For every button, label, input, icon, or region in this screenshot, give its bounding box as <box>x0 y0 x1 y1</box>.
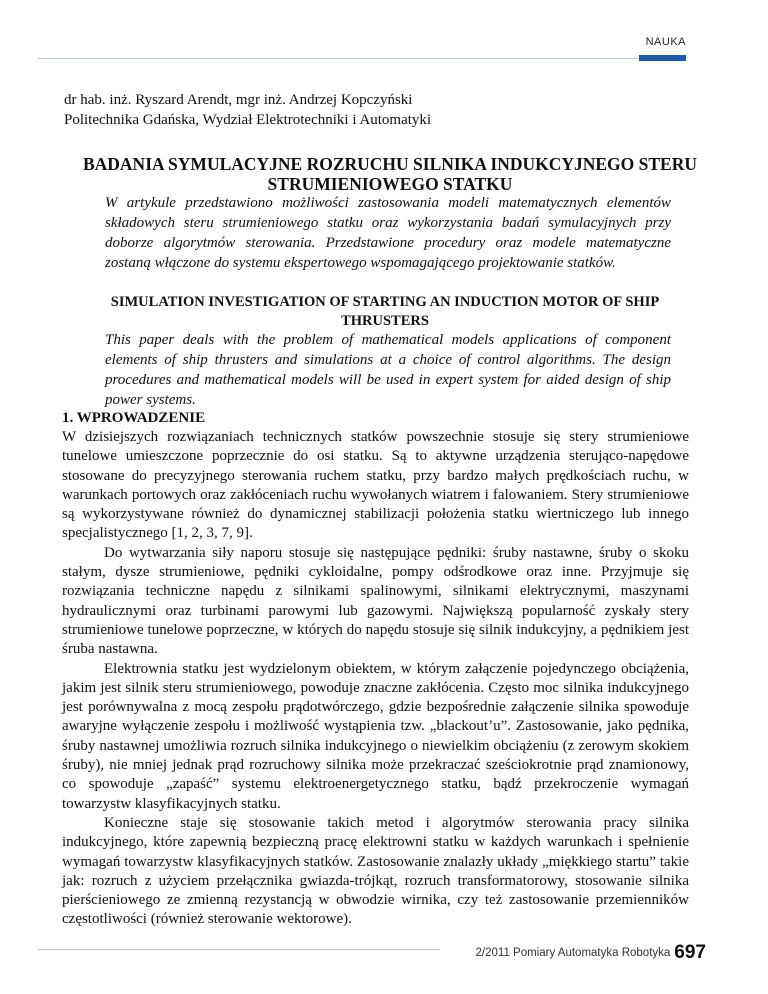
article-title-english: SIMULATION INVESTIGATION OF STARTING AN INDUCTION MOTOR OF SHIP THRUSTERS <box>110 294 660 329</box>
journal-name: 2/2011 Pomiary Automatyka Robotyka <box>475 947 671 959</box>
author-affiliation: Politechnika Gdańska, Wydział Elektrotechniki i Automatyki <box>64 112 432 128</box>
header-divider <box>38 58 638 59</box>
page-number: 697 <box>674 942 706 963</box>
abstract-polish: W artykule przedstawiono możliwości zastosowania modeli matematycznych elementów składowych steru strumieniowego statku oraz wykorzystania badań symulacyjnych przy doborze algorytmów sterowania. Przedstawione procedury oraz modele matematyczne zostaną włączone do systemu ekspertowego wspomagającego projektowanie statków. <box>105 195 671 271</box>
footer-divider <box>38 949 440 950</box>
paragraph: Elektrownia statku jest wydzielonym obiektem, w którym załączenie pojedynczego obciążenia, jakim jest silnik steru strumieniowego, powoduje znaczne zakłócenia. Często moc silnika indukcyjnego jest porównywalna z mocą zespołu prądotwórczego, gdzie bezpośrednie załączenie silnika spowoduje awaryjne wyłączenie zespołu i możliwość wystąpienia tzw. „blackout’u”. Zastosowanie, jako pędnika, śruby nastawnej umożliwia rozruch silnika indukcyjnego o niewielkim obciążeniu (z zerowym skokiem śruby), nie mniej jednak prąd rozruchowy silnika może przekraczać sześciokrotnie prąd znamionowy, co spowoduje „zapaść” systemu elektroenergetycznego statku, bądź przekroczenie wymagań towarzystw klasyfikacyjnych statku. <box>62 660 689 812</box>
paragraph: W dzisiejszych rozwiązaniach technicznych statków powszechnie stosuje się stery strumieniowe tunelowe umieszczone poprzecznie do osi statku. Są to aktywne urządzenia sterująco-napędowe stosowane do precyzyjnego sterowania ruchem statku, przy bardzo małych prędkościach ruchu, w warunkach portowych oraz zakłóceniach ruchu wywołanych wiatrem i falowaniem. Stery strumieniowe są wykorzystywane również do dynamicznej stabilizacji położenia statku wiertniczego lub innego specjalistycznego [1, 2, 3, 7, 9]. <box>62 429 689 542</box>
page-footer <box>476 942 706 964</box>
paragraph: Konieczne staje się stosowanie takich metod i algorytmów sterowania pracy silnika indukcyjnego, które zapewnią bezpieczną pracę elektrowni statku w każdych warunkach i spełnienie wymagań towarzystw klasyfikacyjnych statków. Zastosowanie znalazły układy „miękkiego startu” takie jak: rozruch z użyciem przełącznika gwiazda-trójkąt, rozruch transformatorowy, stosowanie silnika pierścieniowego ze zmienną rezystancją w obwodzie wirnika, czy też zastosowanie przemienników częstotliwości (również sterowanie wektorowe). <box>62 814 689 928</box>
section-heading: 1. WPROWADZENIE <box>62 410 206 426</box>
article-title-polish: BADANIA SYMULACYJNE ROZRUCHU SILNIKA INDUKCYJNEGO STERU STRUMIENIOWEGO STATKU <box>82 154 698 194</box>
body-text <box>62 428 689 930</box>
author-names: dr hab. inż. Ryszard Arendt, mgr inż. Andrzej Kopczyński <box>64 92 413 108</box>
abstract-english: This paper deals with the problem of mathematical models applications of component elements of ship thrusters and simulations at a choice of control algorithms. The design procedures and mathematical models will be used in expert system for aided design of ship power systems. <box>105 332 671 408</box>
section-accent-bar <box>639 55 686 61</box>
section-label: NAUKA <box>645 36 686 48</box>
paragraph: Do wytwarzania siły naporu stosuje się następujące pędniki: śruby nastawne, śruby o skoku stałym, dysze strumieniowe, pędniki cykloidalne, pompy odśrodkowe oraz inne. Przyjmuje się rozwiązania techniczne napędu z silnikami spalinowymi, silnikami elektrycznymi, maszynami hydraulicznymi oraz turbinami parowymi lub gazowymi. Największą popularność zyskały stery strumieniowe tunelowe poprzeczne, w których do napędu stosuje się silnik indukcyjny, a pędnikiem jest śruba nastawna. <box>62 544 689 658</box>
author-block <box>64 90 431 130</box>
